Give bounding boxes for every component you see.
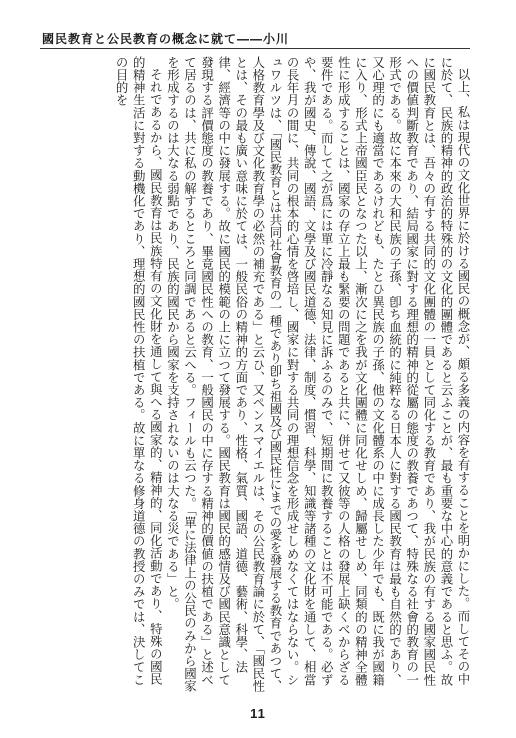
paragraph: それであるから、國民教育は民族特有の文化財を通して與へる國家的、精神的、同化活動であり、特殊の國民的精神生活に對する動機化であり、理想的國民性の扶植である。故に單なる修身道德の教授のみでは、決してこの目的を (114, 56, 164, 686)
header-rule (40, 48, 470, 49)
body-text (40, 56, 472, 694)
page-number: 11 (250, 706, 266, 721)
running-head: 國民教育と公民教育の概念に就て――小川 (42, 32, 290, 46)
paragraph: 以上、私は現代の文化世界に於ける國民の概念が、頗る多義の内容を有することを明かにした。而してその中に於て、民族的精神的政治的特殊的の文化的團體であると云ふことが、最も重要な中心的意義であると思ふ。故に國民教育とは、吾々の有する共同的文化團體の一員として同化する教育であり、我が民族の有する國家國民性への價値判斷教育であり、結局國家に對する理想的精神的從屬の態度の教養であつて、特殊なる社會的教育の一形式である。故に本來の大和民族の子孫、卽ち血統的に純粹なる日本人に對する國民教育は最も自然的であり、又心理的にも適當であるけれども、たとひ異民族の子孫、他の文化體系の中に成長した少年でも、既に我が國籍に入り、形式上帝國臣民となつた以上、漸次に之を我が文化團體に同化せしめ、歸屬せしめ、同類的の精神全體性に形成することは、國家の存立上最も緊要の問題であると共に、併せて又彼等の人格の發展上缺くべからざる要件である。而して之が爲には單に冷靜なる知見に訴ふるのみで、短期間に教養することは不可能である。必ずや、我が國史、傳說、國語、文學及び國民道德、法律、制度、慣習、科學、知識等諸種の文化財を通して、相當の長年月の間に、共同の根本的心情を啓培し、國家に對する共同の理想信念を形成せしめなくてはならない。シュワルツは、「國民教育とは共同社會教育の一種であり卽ち祖國及び國民性にまでの愛を發展する教育であつて、人格教育學及び文化教育學の必然の補充である」と云ひ、又ペンスマイエルは、その公民教育論に於て、「國民性とは、その最も廣い意味に於ては、一般民俗の精神的方面であり、性格、氣質、國語、道德、藝術、科學、法律、經濟等の中に發展する。故に國民的模範の上に立つて發展する。國民教育は國民的感情及び國民意識として發現する評價態度の教養であり、畢竟國民性への教育、一般國民の中に存する精神的價値の扶植である」と述べて居るのは、共に私の解するところと同調であると云へる。フィールも云つた。「單に法律上の公民のみから國家を形成するのは大なる弱點であり、民族的國民から國家を支持されないのは大なる災である」と。 (165, 56, 471, 693)
